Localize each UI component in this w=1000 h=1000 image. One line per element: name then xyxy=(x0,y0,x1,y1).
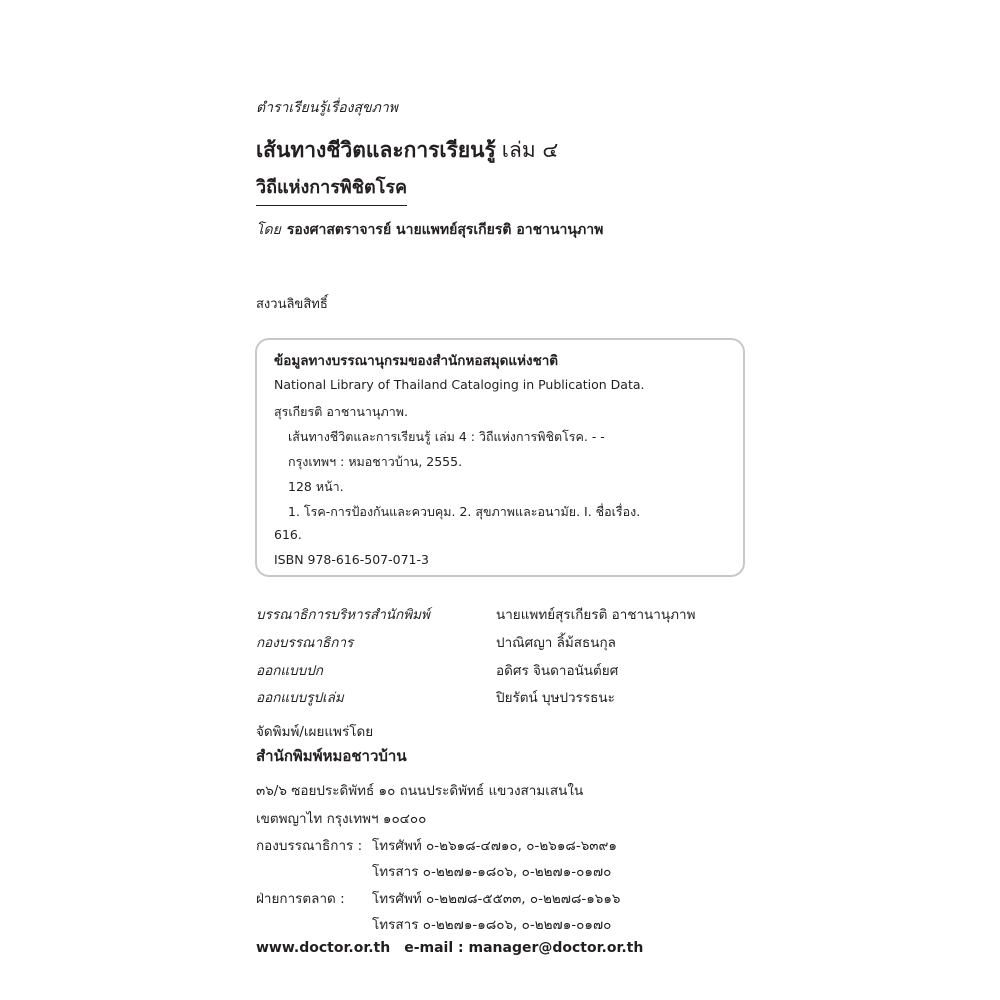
cip-line: 616. xyxy=(274,527,302,542)
author-name: รองศาสตราจารย์ นายแพทย์สุรเกียรติ อาชานานุภาพ xyxy=(286,222,604,238)
credit-name: นายแพทย์สุรเกียรติ อาชานานุภาพ xyxy=(496,607,696,623)
editorial-phone: โทรศัพท์ ๐-๒๖๑๘-๔๗๑๐, ๐-๒๖๑๘-๖๓๙๑ xyxy=(372,838,617,854)
email-link[interactable]: e-mail : manager@doctor.or.th xyxy=(404,940,644,956)
website-link[interactable]: www.doctor.or.th xyxy=(256,940,391,956)
book-title-text: เส้นทางชีวิตและการเรียนรู้ xyxy=(256,138,496,162)
publisher-address: เขตพญาไท กรุงเทพฯ ๑๐๔๐๐ xyxy=(256,811,427,827)
cip-line: สุรเกียรติ อาชานานุภาพ. xyxy=(274,404,408,419)
contact-footer xyxy=(256,940,643,956)
author-prefix: โดย xyxy=(256,222,281,238)
marketing-phone: โทรศัพท์ ๐-๒๒๗๘-๕๕๓๓, ๐-๒๒๗๘-๑๖๑๖ xyxy=(372,891,621,907)
credit-role: ออกแบบรูปเล่ม xyxy=(256,690,344,706)
marketing-label: ฝ่ายการตลาด : xyxy=(256,891,345,907)
editorial-fax: โทรสาร ๐-๒๒๗๑-๑๘๐๖, ๐-๒๒๗๑-๐๑๗๐ xyxy=(372,864,612,880)
credit-name: อดิศร จินดาอนันต์ยศ xyxy=(496,663,619,679)
cip-box xyxy=(255,338,745,577)
publisher-address: ๓๖/๖ ซอยประดิพัทธ์ ๑๐ ถนนประดิพัทธ์ แขวงสามเสนใน xyxy=(256,783,584,799)
editorial-label: กองบรรณาธิการ : xyxy=(256,838,363,854)
cip-line: 1. โรค-การป้องกันและควบคุม. 2. สุขภาพและอนามัย. I. ชื่อเรื่อง. xyxy=(288,504,641,519)
cip-line: 128 หน้า. xyxy=(288,479,344,494)
author-line xyxy=(256,219,603,241)
cip-line: เส้นทางชีวิตและการเรียนรู้ เล่ม 4 : วิถีแห่งการพิชิตโรค. - - xyxy=(288,429,605,444)
book-subtitle: วิถีแห่งการพิชิตโรค xyxy=(256,172,407,206)
volume-label: เล่ม ๔ xyxy=(501,138,559,162)
book-title xyxy=(256,134,558,167)
copyright-notice: สงวนลิขสิทธิ์ xyxy=(256,297,328,312)
credit-role: ออกแบบปก xyxy=(256,663,323,679)
cip-heading: ข้อมูลทางบรรณานุกรมของสำนักหอสมุดแห่งชาติ xyxy=(274,353,559,369)
marketing-fax: โทรสาร ๐-๒๒๗๑-๑๘๐๖, ๐-๒๒๗๑-๐๑๗๐ xyxy=(372,917,612,933)
cip-line: กรุงเทพฯ : หมอชาวบ้าน, 2555. xyxy=(288,454,463,469)
credit-name: ปาณิศญา ลิ้ม้สธนกุล xyxy=(496,635,616,651)
credit-role: บรรณาธิการบริหารสำนักพิมพ์ xyxy=(256,607,430,623)
publisher-label: จัดพิมพ์/เผยแพร่โดย xyxy=(256,724,374,740)
cip-line: National Library of Thailand Cataloging in Publication Data. xyxy=(274,377,645,392)
credit-name: ปิยรัตน์ บุษปวรรธนะ xyxy=(496,690,615,706)
series-title: ตำราเรียนรู้เรื่องสุขภาพ xyxy=(256,100,398,116)
publisher-name: สำนักพิมพ์หมอชาวบ้าน xyxy=(256,747,407,765)
cip-line: ISBN 978-616-507-071-3 xyxy=(274,552,429,567)
credit-role: กองบรรณาธิการ xyxy=(256,635,354,651)
